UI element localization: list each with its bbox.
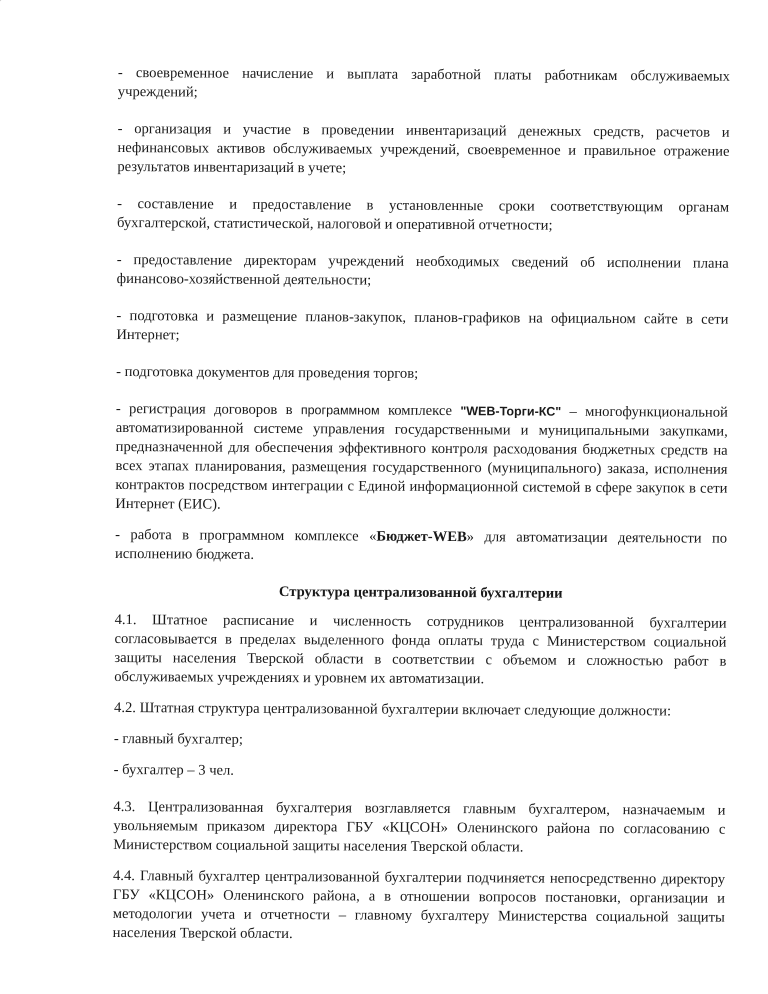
registration-description: – многофункциональной автоматизированной системе управления государственными и муниципальными закупками, предназначенной для обеспечения эффективного контроля расходования бюджетных средств на всех этапах планирования, размещения государственного (муниципального) заказа, исполнения контрактов посредством интеграции с Единой информационной системой в сфере закупок в сети Интернет (ЕИС).	[115, 403, 728, 513]
duty-item-payroll: - своевременное начисление и выплата заработной платы работникам обслуживаемых учреждений;	[117, 64, 730, 101]
clause-4-4: 4.4. Главный бухгалтер централизованной бухгалтерии подчиняется непосредственно директору ГБУ «КЦСОН» Оленинского района, а в отношении вопросов постановки, организации и методологии учета и отчетности – главному бухгалтеру Министерства социальной защиты населения Тверской области.	[112, 867, 726, 943]
scan-corner-mark	[0, 0, 90, 90]
duty-item-plan-info: - предоставление директорам учреждений необходимых сведений об исполнении плана финансово-хозяйственной деятельности;	[116, 251, 729, 289]
registration-middle: комплексе	[387, 402, 453, 420]
section-heading: Структура централизованной бухгалтерии	[278, 583, 563, 602]
clause-4-1: 4.1. Штатное расписание и численность сотрудников централизованной бухгалтерии согласовывается в пределах выделенного фонда оплаты труда с Министерством социальной защиты населения Тверской области в соответствии с объемом и сложностью работ в обслуживаемых учреждениях и уровнем их автоматизации.	[114, 611, 727, 688]
duty-item-procurement-plans: - подготовка и размещение планов-закупок, планов-графиков на официальном сайте в сети Интернет;	[116, 307, 729, 344]
duty-item-budget-web	[115, 526, 727, 568]
duty-item-tenders: - подготовка документов для проведения торгов;	[116, 363, 419, 382]
registration-program-word: программном	[300, 403, 380, 418]
budget-web-system-name: Бюджет-WEB	[376, 528, 467, 546]
web-torgi-system-name: "WEB-Торги-КС"	[460, 404, 562, 419]
duty-item-reporting: - составление и предоставление в установленные сроки соответствующим органам бухгалтерской, статистической, налоговой и оперативной отчетности;	[116, 195, 730, 234]
clause-4-3: 4.3. Централизованная бухгалтерия возглавляется главным бухгалтером, назначаемым и увольняемым приказом директора ГБУ «КЦСОН» Оленинского района по согласованию с Министерством социальной защиты населения Тверской области.	[113, 798, 726, 856]
position-accountant: - бухгалтер – 3 чел.	[113, 761, 235, 779]
document-page	[113, 64, 730, 959]
position-chief-accountant: - главный бухгалтер;	[113, 730, 243, 748]
duty-item-inventory: - организация и участие в проведении инвентаризаций денежных средств, расчетов и нефинансовых активов обслуживаемых учреждений, своевременное и правильное отражение результатов инвентаризаций в учете;	[117, 120, 730, 177]
duty-item-registration	[115, 400, 728, 518]
budget-suffix: » для автоматизации деятельности по исполнению бюджета.	[114, 529, 728, 563]
budget-prefix: - работа в программном комплексе «	[115, 526, 377, 545]
registration-prefix: - регистрация договоров в	[115, 400, 293, 419]
clause-4-2: 4.2. Штатная структура централизованной бухгалтерии включает следующие должности:	[114, 699, 672, 720]
